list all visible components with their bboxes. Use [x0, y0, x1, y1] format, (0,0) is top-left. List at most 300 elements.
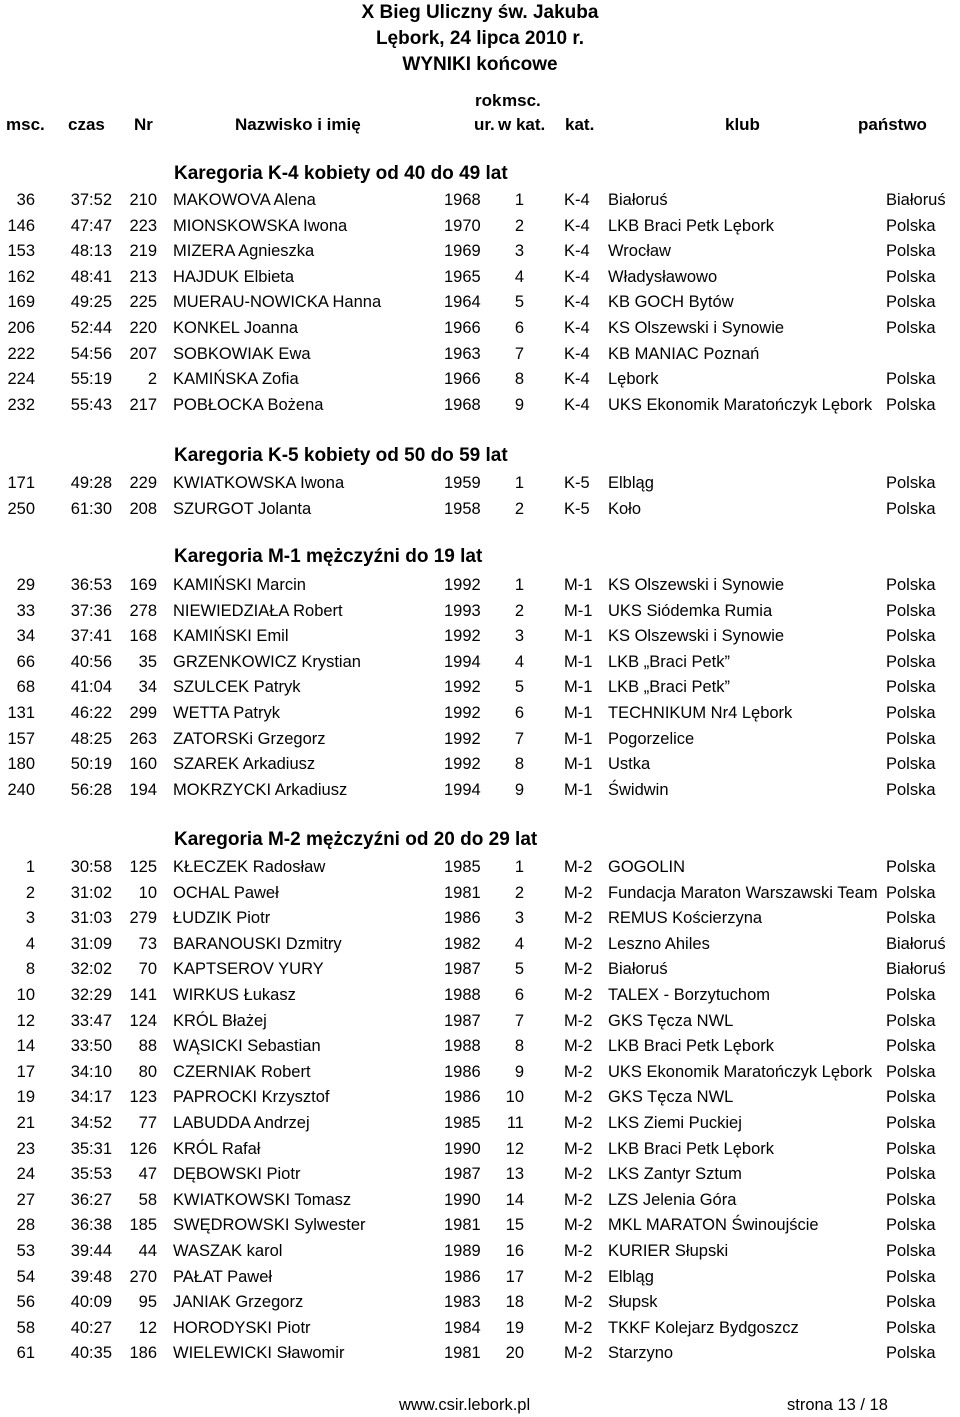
time-cell: 34:17	[70, 1088, 112, 1107]
place-cell: 33	[16, 601, 35, 620]
col-name: Nazwisko i imię	[235, 115, 361, 134]
place-cell: 2	[25, 883, 35, 902]
birth-year-cell: 1988	[444, 986, 481, 1004]
place-cell: 157	[7, 729, 35, 748]
bib-number-cell: 220	[129, 319, 157, 337]
bib-number-cell: 278	[129, 601, 157, 620]
table-row	[0, 1111, 960, 1136]
bib-number-cell: 229	[129, 474, 157, 492]
club-cell: KS Olszewski i Synowie	[608, 319, 785, 337]
bib-number-cell: 44	[138, 1242, 157, 1260]
footer-url: www.csir.lebork.pl	[399, 1396, 531, 1414]
name-cell: SZULCEK Patryk	[173, 678, 301, 697]
club-cell: TECHNIKUM Nr4 Lębork	[608, 704, 793, 722]
nation-cell: Polska	[886, 883, 936, 902]
place-cell: 4	[25, 934, 35, 953]
nation-cell: Polska	[886, 704, 936, 722]
category-rank-cell: 1	[514, 576, 524, 594]
category-cell: K-4	[564, 344, 590, 363]
bib-number-cell: 80	[138, 1062, 157, 1081]
bib-number-cell: 219	[129, 242, 157, 261]
name-cell: CZERNIAK Robert	[173, 1062, 311, 1081]
category-cell: M-2	[564, 1318, 593, 1337]
nation-cell: Polska	[886, 1114, 936, 1132]
category-rank-cell: 12	[505, 1139, 524, 1158]
nation-cell: Polska	[886, 1139, 936, 1158]
category-cell: K-4	[564, 267, 590, 286]
nation-cell: Polska	[886, 652, 936, 671]
category-cell: M-1	[564, 627, 593, 646]
nation-cell: Polska	[886, 1190, 936, 1209]
time-cell: 46:22	[70, 704, 112, 722]
category-rank-cell: 18	[505, 1293, 524, 1312]
bib-number-cell: 217	[129, 395, 157, 414]
nation-cell: Polska	[886, 755, 936, 774]
nation-cell: Białoruś	[886, 960, 946, 979]
place-cell: 58	[16, 1318, 35, 1337]
nation-cell: Polska	[886, 370, 936, 389]
bib-number-cell: 77	[138, 1114, 157, 1132]
club-cell: UKS Ekonomik Maratończyk Lębork	[608, 1062, 873, 1081]
bib-number-cell: 270	[129, 1267, 157, 1286]
nation-cell: Polska	[886, 1216, 936, 1235]
table-row	[0, 1316, 960, 1341]
col-nr: Nr	[134, 115, 153, 134]
category-cell: M-2	[564, 1344, 593, 1363]
club-cell: REMUS Kościerzyna	[608, 909, 763, 928]
table-row	[0, 239, 960, 264]
place-cell: 61	[16, 1344, 35, 1363]
document-title-block	[0, 0, 960, 78]
club-cell: LKB „Braci Petk”	[608, 678, 730, 697]
club-cell: Elbląg	[608, 1267, 654, 1286]
category-rank-cell: 14	[505, 1190, 524, 1209]
place-cell: 21	[16, 1114, 35, 1132]
col-msc-top: msc.	[502, 91, 541, 110]
event-date: Lębork, 24 lipca 2010 r.	[375, 28, 585, 49]
bib-number-cell: 58	[138, 1190, 157, 1209]
category-cell: M-2	[564, 909, 593, 928]
birth-year-cell: 1981	[444, 1216, 481, 1235]
birth-year-cell: 1987	[444, 960, 481, 979]
birth-year-cell: 1981	[444, 1344, 481, 1363]
place-cell: 28	[16, 1216, 35, 1235]
category-cell: M-2	[564, 986, 593, 1004]
table-row	[0, 778, 960, 803]
category-rank-cell: 9	[514, 395, 524, 414]
time-cell: 61:30	[70, 499, 112, 518]
category-cell: M-1	[564, 755, 593, 774]
table-row	[0, 932, 960, 957]
table-row	[0, 1137, 960, 1162]
nation-cell: Białoruś	[886, 934, 946, 953]
category-cell: M-2	[564, 1165, 593, 1184]
category-rank-cell: 6	[514, 986, 524, 1004]
birth-year-cell: 1986	[444, 1267, 481, 1286]
club-cell: UKS Siódemka Rumia	[608, 601, 773, 620]
time-cell: 35:31	[70, 1139, 112, 1158]
category-cell: M-2	[564, 1190, 593, 1209]
category-rank-cell: 8	[514, 370, 524, 389]
table-row	[0, 1290, 960, 1315]
club-cell: LKB Braci Petk Lębork	[608, 1139, 774, 1158]
place-cell: 54	[16, 1267, 35, 1286]
category-rank-cell: 17	[505, 1267, 524, 1286]
bib-number-cell: 12	[138, 1318, 157, 1337]
nation-cell: Polska	[886, 293, 936, 312]
name-cell: KAMIŃSKA Zofia	[173, 370, 299, 389]
nation-cell: Polska	[886, 1088, 936, 1107]
category-rank-cell: 20	[505, 1344, 524, 1363]
name-cell: PAPROCKI Krzysztof	[173, 1088, 330, 1107]
bib-number-cell: 141	[129, 986, 157, 1004]
place-cell: 180	[7, 755, 35, 774]
time-cell: 40:27	[70, 1318, 112, 1337]
category-rank-cell: 6	[514, 319, 524, 337]
table-row	[0, 983, 960, 1008]
nation-cell: Polska	[886, 858, 936, 876]
place-cell: 1	[25, 858, 35, 876]
name-cell: WIELEWICKI Sławomir	[173, 1344, 345, 1363]
bib-number-cell: 35	[138, 652, 157, 671]
place-cell: 66	[16, 652, 35, 671]
time-cell: 49:28	[70, 474, 112, 492]
col-msc: msc.	[6, 115, 45, 134]
section-title: Karegoria M-2 mężczyźni od 20 do 29 lat	[174, 829, 538, 850]
bib-number-cell: 125	[129, 858, 157, 876]
club-cell: GKS Tęcza NWL	[608, 1011, 734, 1030]
time-cell: 36:38	[70, 1216, 112, 1235]
nation-cell: Polska	[886, 1242, 936, 1260]
time-cell: 52:44	[70, 319, 112, 337]
table-row	[0, 188, 960, 213]
nation-cell: Polska	[886, 267, 936, 286]
name-cell: NIEWIEDZIAŁA Robert	[173, 601, 343, 620]
table-row	[0, 727, 960, 752]
club-cell: Słupsk	[608, 1293, 658, 1312]
category-cell: M-2	[564, 1216, 593, 1235]
place-cell: 34	[16, 627, 35, 646]
category-rank-cell: 1	[514, 474, 524, 492]
name-cell: KRÓL Rafał	[173, 1139, 261, 1158]
time-cell: 39:44	[70, 1242, 112, 1260]
category-rank-cell: 2	[514, 216, 524, 235]
time-cell: 36:27	[70, 1190, 112, 1209]
place-cell: 240	[7, 780, 35, 799]
name-cell: WASZAK karol	[173, 1242, 283, 1260]
birth-year-cell: 1986	[444, 909, 481, 928]
category-cell: K-4	[564, 242, 590, 261]
category-cell: M-2	[564, 1088, 593, 1107]
birth-year-cell: 1992	[444, 704, 481, 722]
club-cell: Białoruś	[608, 191, 668, 209]
club-cell: Elbląg	[608, 474, 654, 492]
nation-cell: Polska	[886, 1062, 936, 1081]
birth-year-cell: 1993	[444, 601, 481, 620]
club-cell: Białoruś	[608, 960, 668, 979]
category-rank-cell: 5	[514, 960, 524, 979]
section-title: Karegoria K-4 kobiety od 40 do 49 lat	[174, 163, 508, 184]
nation-cell: Polska	[886, 601, 936, 620]
time-cell: 50:19	[70, 755, 112, 774]
category-rank-cell: 13	[505, 1165, 524, 1184]
club-cell: KB MANIAC Poznań	[608, 344, 760, 363]
nation-cell: Polska	[886, 216, 936, 235]
place-cell: 3	[25, 909, 35, 928]
bib-number-cell: 160	[129, 755, 157, 774]
time-cell: 37:52	[70, 191, 112, 209]
table-row	[0, 906, 960, 931]
bib-number-cell: 168	[129, 627, 157, 646]
place-cell: 24	[16, 1165, 35, 1184]
bib-number-cell: 210	[129, 191, 157, 209]
footer-page-number: strona 13 / 18	[787, 1396, 888, 1414]
birth-year-cell: 1992	[444, 576, 481, 594]
birth-year-cell: 1987	[444, 1165, 481, 1184]
name-cell: KAMIŃSKI Emil	[173, 627, 289, 646]
name-cell: POBŁOCKA Bożena	[173, 395, 324, 414]
bib-number-cell: 88	[138, 1037, 157, 1056]
col-nation: państwo	[858, 115, 927, 134]
name-cell: KAPTSEROV YURY	[173, 960, 324, 979]
birth-year-cell: 1965	[444, 267, 481, 286]
birth-year-cell: 1988	[444, 1037, 481, 1056]
time-cell: 40:56	[70, 652, 112, 671]
time-cell: 31:02	[70, 883, 112, 902]
category-rank-cell: 7	[514, 1011, 524, 1030]
club-cell: LKS Zantyr Sztum	[608, 1165, 742, 1184]
birth-year-cell: 1987	[444, 1011, 481, 1030]
birth-year-cell: 1964	[444, 293, 481, 312]
bib-number-cell: 207	[129, 344, 157, 363]
nation-cell: Polska	[886, 395, 936, 414]
category-cell: M-2	[564, 934, 593, 953]
category-rank-cell: 7	[514, 344, 524, 363]
category-rank-cell: 1	[514, 191, 524, 209]
birth-year-cell: 1984	[444, 1318, 481, 1337]
nation-cell: Polska	[886, 678, 936, 697]
table-row	[0, 881, 960, 906]
name-cell: OCHAL Paweł	[173, 883, 279, 902]
bib-number-cell: 126	[129, 1139, 157, 1158]
birth-year-cell: 1992	[444, 729, 481, 748]
time-cell: 34:52	[70, 1114, 112, 1132]
category-rank-cell: 8	[514, 755, 524, 774]
table-row	[0, 1188, 960, 1213]
birth-year-cell: 1992	[444, 627, 481, 646]
time-cell: 32:02	[70, 960, 112, 979]
table-row	[0, 265, 960, 290]
place-cell: 68	[16, 678, 35, 697]
time-cell: 48:41	[70, 267, 112, 286]
nation-cell: Polska	[886, 474, 936, 492]
place-cell: 29	[16, 576, 35, 594]
bib-number-cell: 299	[129, 704, 157, 722]
time-cell: 37:36	[70, 601, 112, 620]
nation-cell: Polska	[886, 909, 936, 928]
time-cell: 55:43	[70, 395, 112, 414]
section-title: Karegoria K-5 kobiety od 50 do 59 lat	[174, 445, 508, 466]
club-cell: TKKF Kolejarz Bydgoszcz	[608, 1318, 799, 1337]
birth-year-cell: 1958	[444, 499, 481, 518]
category-rank-cell: 4	[514, 267, 524, 286]
club-cell: LKB Braci Petk Lębork	[608, 216, 774, 235]
name-cell: ŁUDZIK Piotr	[173, 909, 271, 928]
table-row	[0, 1341, 960, 1366]
category-cell: M-2	[564, 1037, 593, 1056]
name-cell: MAKOWOVA Alena	[173, 191, 316, 209]
category-cell: K-4	[564, 319, 590, 337]
time-cell: 31:03	[70, 909, 112, 928]
birth-year-cell: 1963	[444, 344, 481, 363]
name-cell: SZURGOT Jolanta	[173, 499, 312, 518]
birth-year-cell: 1968	[444, 395, 481, 414]
birth-year-cell: 1970	[444, 216, 481, 235]
name-cell: SOBKOWIAK Ewa	[173, 344, 311, 363]
bib-number-cell: 47	[138, 1165, 157, 1184]
table-row	[0, 214, 960, 239]
category-cell: K-4	[564, 191, 590, 209]
birth-year-cell: 1990	[444, 1190, 481, 1209]
bib-number-cell: 124	[129, 1011, 157, 1030]
name-cell: DĘBOWSKI Piotr	[173, 1165, 301, 1184]
time-cell: 40:09	[70, 1293, 112, 1312]
category-cell: M-1	[564, 678, 593, 697]
category-rank-cell: 16	[505, 1242, 524, 1260]
table-row	[0, 1213, 960, 1238]
table-row	[0, 1060, 960, 1085]
place-cell: 169	[7, 293, 35, 312]
category-cell: M-2	[564, 960, 593, 979]
category-cell: K-5	[564, 474, 590, 492]
name-cell: PAŁAT Paweł	[173, 1267, 273, 1286]
time-cell: 33:50	[70, 1037, 112, 1056]
place-cell: 8	[25, 960, 35, 979]
club-cell: MKL MARATON Świnoujście	[608, 1216, 819, 1235]
club-cell: KB GOCH Bytów	[608, 293, 734, 312]
category-rank-cell: 5	[514, 678, 524, 697]
nation-cell: Polska	[886, 1165, 936, 1184]
time-cell: 37:41	[70, 627, 112, 646]
nation-cell: Polska	[886, 499, 936, 518]
birth-year-cell: 1968	[444, 191, 481, 209]
nation-cell: Białoruś	[886, 191, 946, 209]
category-rank-cell: 5	[514, 293, 524, 312]
name-cell: GRZENKOWICZ Krystian	[173, 652, 361, 671]
column-header	[0, 115, 960, 139]
category-cell: M-2	[564, 858, 593, 876]
club-cell: LZS Jelenia Góra	[608, 1190, 737, 1209]
place-cell: 36	[16, 191, 35, 209]
table-row	[0, 316, 960, 341]
category-cell: K-5	[564, 499, 590, 518]
bib-number-cell: 34	[138, 678, 157, 697]
club-cell: KS Olszewski i Synowie	[608, 627, 785, 646]
category-cell: M-1	[564, 729, 593, 748]
category-rank-cell: 3	[514, 909, 524, 928]
bib-number-cell: 263	[129, 729, 157, 748]
bib-number-cell: 208	[129, 499, 157, 518]
club-cell: GKS Tęcza NWL	[608, 1088, 734, 1107]
column-header-top	[0, 91, 960, 115]
table-row	[0, 1162, 960, 1187]
category-cell: M-2	[564, 1242, 593, 1260]
place-cell: 171	[7, 474, 35, 492]
time-cell: 39:48	[70, 1267, 112, 1286]
table-row	[0, 393, 960, 418]
category-rank-cell: 3	[514, 242, 524, 261]
category-cell: M-2	[564, 1267, 593, 1286]
table-row	[0, 650, 960, 675]
club-cell: GOGOLIN	[608, 858, 686, 876]
bib-number-cell: 186	[129, 1344, 157, 1363]
club-cell: LKB „Braci Petk”	[608, 652, 730, 671]
club-cell: Starzyno	[608, 1344, 674, 1363]
name-cell: MUERAU-NOWICKA Hanna	[173, 293, 382, 312]
table-row	[0, 1239, 960, 1264]
place-cell: 19	[16, 1088, 35, 1107]
category-cell: M-1	[564, 704, 593, 722]
bib-number-cell: 213	[129, 267, 157, 286]
bib-number-cell: 73	[138, 934, 157, 953]
table-row	[0, 342, 960, 367]
category-cell: M-1	[564, 576, 593, 594]
place-cell: 153	[7, 242, 35, 261]
birth-year-cell: 1981	[444, 883, 481, 902]
category-cell: M-2	[564, 1011, 593, 1030]
category-cell: M-1	[564, 780, 593, 799]
bib-number-cell: 2	[147, 370, 157, 389]
birth-year-cell: 1966	[444, 319, 481, 337]
bib-number-cell: 185	[129, 1216, 157, 1235]
name-cell: WETTA Patryk	[173, 704, 280, 722]
place-cell: 12	[16, 1011, 35, 1030]
name-cell: MOKRZYCKI Arkadiusz	[173, 780, 348, 799]
category-cell: K-4	[564, 293, 590, 312]
place-cell: 232	[7, 395, 35, 414]
birth-year-cell: 1969	[444, 242, 481, 261]
category-rank-cell: 8	[514, 1037, 524, 1056]
time-cell: 34:10	[70, 1062, 112, 1081]
birth-year-cell: 1986	[444, 1062, 481, 1081]
category-rank-cell: 4	[514, 934, 524, 953]
nation-cell: Polska	[886, 1037, 936, 1056]
birth-year-cell: 1992	[444, 755, 481, 774]
category-rank-cell: 9	[514, 1062, 524, 1081]
club-cell: KURIER Słupski	[608, 1242, 729, 1260]
table-row	[0, 599, 960, 624]
category-rank-cell: 2	[514, 499, 524, 518]
col-cat: kat.	[565, 115, 595, 134]
category-cell: M-2	[564, 883, 593, 902]
birth-year-cell: 1989	[444, 1242, 481, 1260]
col-year: ur.	[474, 115, 495, 134]
name-cell: KWIATKOWSKI Tomasz	[173, 1190, 352, 1209]
place-cell: 53	[16, 1242, 35, 1260]
name-cell: KŁECZEK Radosław	[173, 858, 326, 876]
table-row	[0, 1009, 960, 1034]
place-cell: 27	[16, 1190, 35, 1209]
birth-year-cell: 1986	[444, 1088, 481, 1107]
time-cell: 41:04	[70, 678, 112, 697]
name-cell: ZATORSKi Grzegorz	[173, 729, 326, 748]
birth-year-cell: 1992	[444, 678, 481, 697]
nation-cell: Polska	[886, 1344, 936, 1363]
table-row	[0, 1265, 960, 1290]
club-cell: Pogorzelice	[608, 729, 695, 748]
name-cell: MIZERA Agnieszka	[173, 242, 315, 261]
birth-year-cell: 1966	[444, 370, 481, 389]
